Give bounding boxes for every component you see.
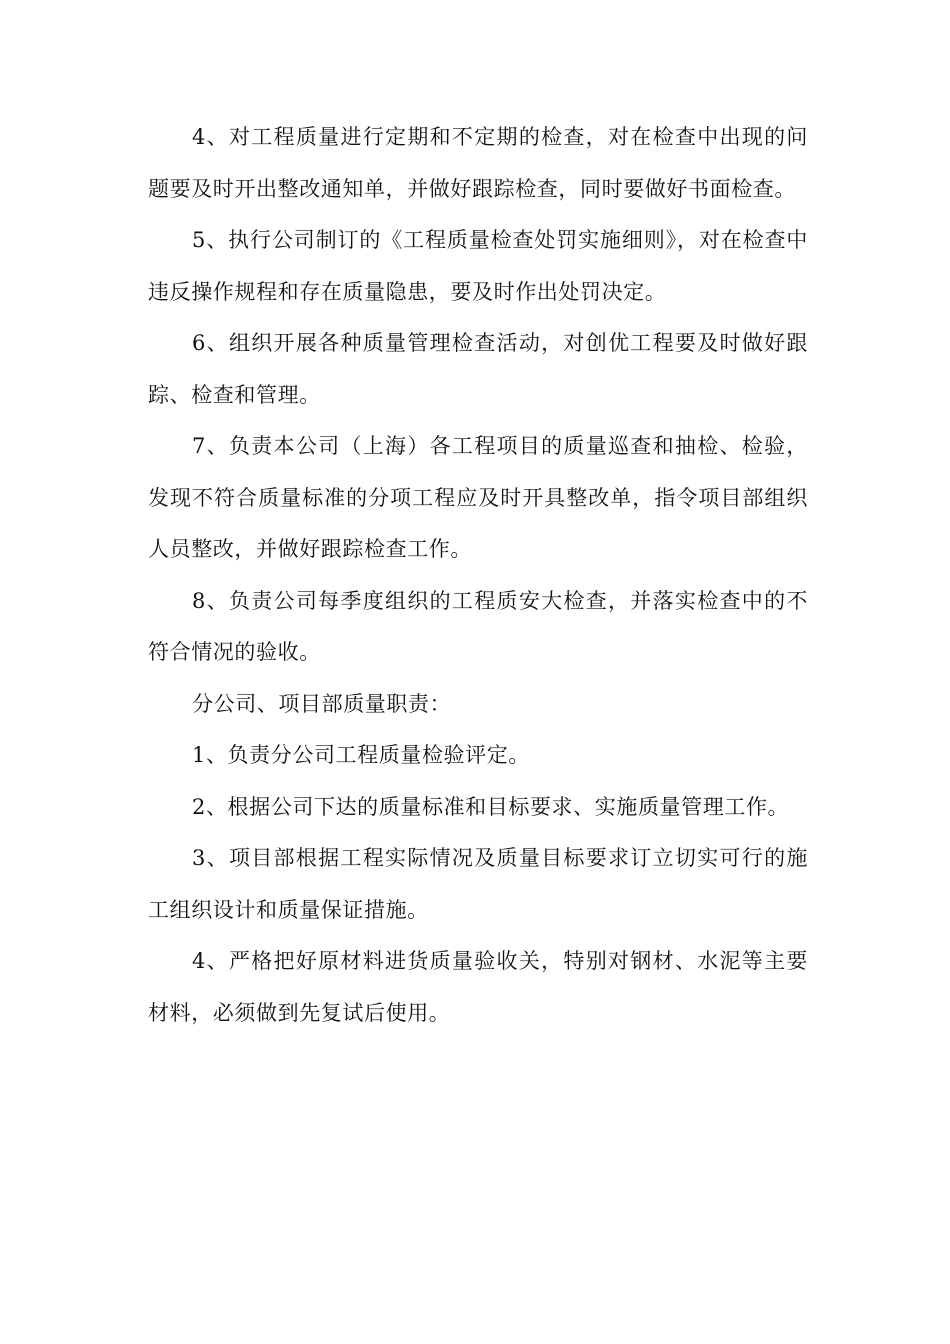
paragraph-item-1-evaluation: 1、负责分公司工程质量检验评定。: [192, 743, 530, 767]
section-heading: 分公司、项目部质量职责：: [192, 691, 452, 716]
paragraph-item-8-quarterly: 8、负责公司每季度组织的工程质安大检查，并落实检查中的不符合情况的验收。: [148, 588, 808, 664]
paragraph-item-7-patrol: 7、负责本公司（上海）各工程项目的质量巡查和抽检、检验，发现不符合质量标准的分项工程应及时开具整改单，指令项目部组织人员整改，并做好跟踪检查工作。: [148, 434, 808, 561]
paragraph-item-4-materials: 4、严格把好原材料进货质量验收关，特别对钢材、水泥等主要材料，必须做到先复试后使用。: [148, 949, 808, 1025]
paragraph-item-2-implementation: 2、根据公司下达的质量标准和目标要求、实施质量管理工作。: [192, 794, 790, 819]
paragraph-item-5-penalty: 5、执行公司制订的《工程质量检查处罚实施细则》，对在检查中违反操作规程和存在质量隐患，要及时作出处罚决定。: [148, 228, 808, 304]
document-body: [148, 112, 808, 1039]
paragraph-item-4-inspection: 4、对工程质量进行定期和不定期的检查，对在检查中出现的问题要及时开出整改通知单，并做好跟踪检查，同时要做好书面检查。: [148, 125, 808, 201]
paragraph-item-6-activities: 6、组织开展各种质量管理检查活动，对创优工程要及时做好跟踪、检查和管理。: [148, 331, 808, 407]
paragraph-item-3-design: 3、项目部根据工程实际情况及质量目标要求订立切实可行的施工组织设计和质量保证措施。: [148, 846, 808, 922]
